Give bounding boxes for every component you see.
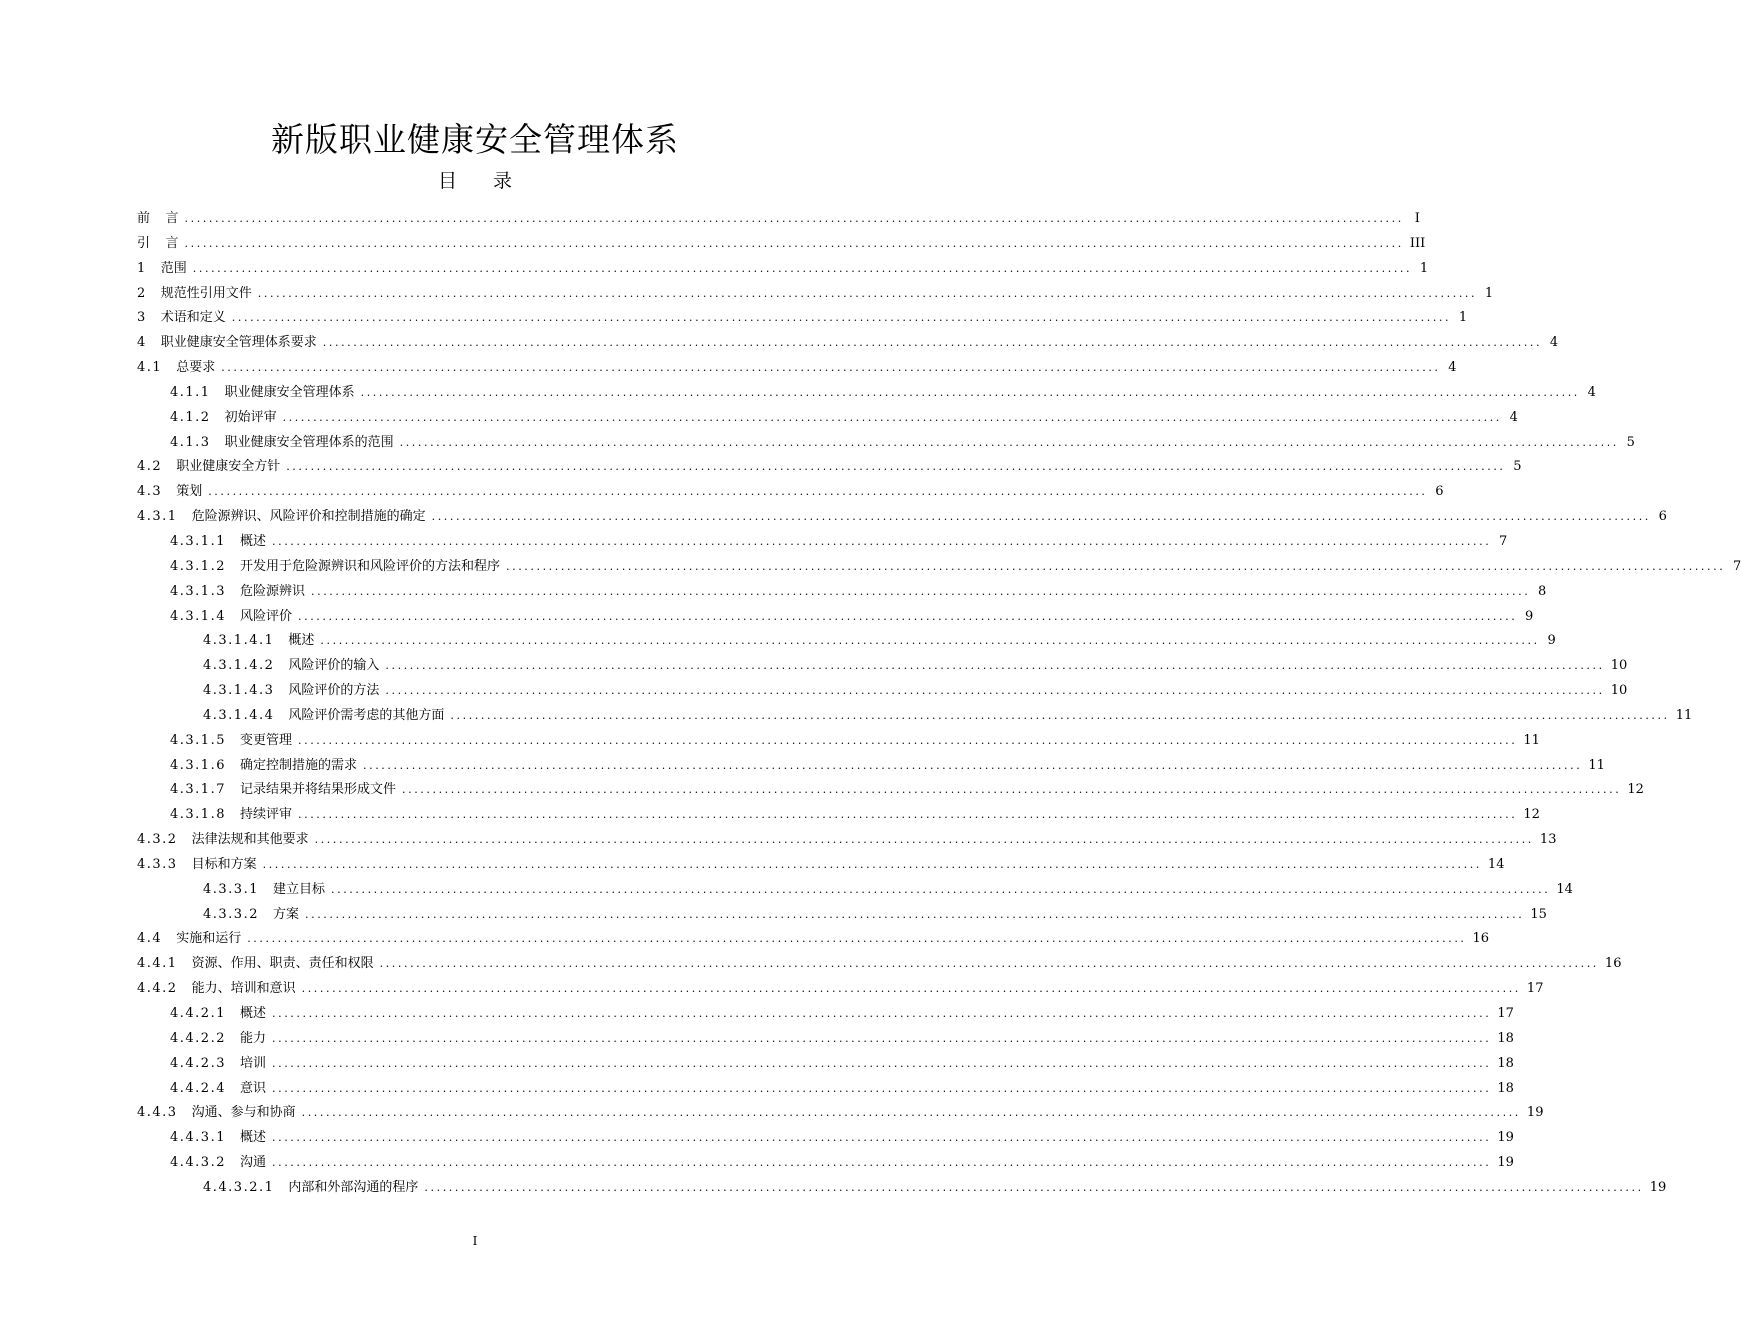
toc-dot-leader: ........................................................................................................................................................................................................ — [305, 907, 1525, 921]
toc-entry-label: 变更管理 — [239, 732, 292, 748]
toc-entry-label: 风险评价的方法 — [288, 683, 380, 699]
toc-entry[interactable] — [137, 977, 1544, 1002]
toc-heading — [0, 166, 950, 193]
toc-entry-page: 1 — [1484, 285, 1494, 301]
toc-dot-leader: ........................................................................................................................................................................................................ — [322, 336, 1543, 350]
toc-entry-number: 4.3.1.4.3 — [203, 683, 275, 699]
toc-entry[interactable] — [137, 331, 1559, 356]
toc-entry-number: 4.3.1.8 — [170, 807, 226, 823]
toc-dot-leader: ........................................................................................................................................................................................................ — [184, 236, 1404, 250]
toc-entry-page: 1 — [1419, 260, 1429, 276]
toc-entry-page: 13 — [1539, 832, 1557, 848]
toc-entry-label: 术语和定义 — [160, 310, 226, 326]
toc-entry[interactable] — [137, 878, 1573, 903]
toc-entry-page: 7 — [1733, 558, 1741, 574]
toc-entry-page: 4 — [1448, 360, 1457, 376]
table-of-contents — [137, 207, 1741, 1201]
toc-entry-number: 4.3.3.1 — [203, 881, 259, 897]
toc-entry[interactable] — [137, 1101, 1544, 1126]
toc-entry-number: 4 — [137, 335, 147, 351]
toc-dot-leader: ........................................................................................................................................................................................................ — [402, 783, 1622, 797]
toc-entry-label: 危险源辨识 — [239, 583, 305, 599]
toc-entry-page: 18 — [1497, 1055, 1514, 1071]
toc-entry-page: 14 — [1556, 881, 1573, 897]
toc-entry-number: 4.4.3.1 — [170, 1130, 226, 1146]
toc-dot-leader: ........................................................................................................................................................................................................ — [208, 485, 1428, 499]
toc-entry[interactable] — [137, 406, 1518, 431]
toc-dot-leader: ........................................................................................................................................................................................................ — [272, 1031, 1492, 1045]
toc-dot-leader: ........................................................................................................................................................................................................ — [331, 882, 1551, 896]
toc-entry-label: 法律法规和其他要求 — [191, 832, 309, 848]
toc-dot-leader: ........................................................................................................................................................................................................ — [301, 1106, 1521, 1120]
toc-dot-leader: ........................................................................................................................................................................................................ — [282, 410, 1502, 424]
toc-entry-number: 4.3.1.3 — [170, 583, 226, 599]
toc-dot-leader: ........................................................................................................................................................................................................ — [506, 559, 1726, 573]
toc-dot-leader: ........................................................................................................................................................................................................ — [247, 932, 1467, 946]
toc-entry-page: 11 — [1523, 732, 1540, 748]
toc-entry-label: 职业健康安全管理体系 — [224, 384, 355, 400]
toc-entry-number: 4.3.3.2 — [203, 906, 259, 922]
toc-entry-number: 4.4 — [137, 931, 163, 947]
toc-heading-left: 目 — [437, 170, 457, 192]
toc-entry-label: 风险评价需考虑的其他方面 — [288, 707, 445, 723]
toc-entry-label: 培训 — [239, 1055, 266, 1071]
toc-dot-leader: ........................................................................................................................................................................................................ — [320, 634, 1540, 648]
toc-entry-label: 总要求 — [176, 360, 216, 376]
toc-entry-number: 4.1.1 — [170, 384, 211, 400]
toc-entry-label: 概述 — [288, 633, 315, 649]
toc-entry[interactable] — [137, 828, 1557, 853]
toc-entry[interactable] — [137, 580, 1547, 605]
toc-dot-leader: ........................................................................................................................................................................................................ — [231, 311, 1452, 325]
toc-entry-label: 初始评审 — [224, 409, 277, 425]
toc-entry-number: 前 — [137, 211, 152, 226]
toc-entry[interactable] — [137, 306, 1468, 331]
toc-entry-page: 19 — [1497, 1155, 1514, 1171]
toc-entry-number: 4.3.2 — [137, 832, 178, 848]
toc-entry[interactable] — [137, 778, 1644, 803]
toc-entry-label: 策划 — [176, 484, 203, 500]
toc-entry[interactable] — [137, 232, 1426, 257]
toc-entry-page: 4 — [1549, 335, 1559, 351]
toc-entry-number: 4.4.3.2.1 — [203, 1179, 275, 1195]
toc-entry[interactable] — [137, 381, 1596, 406]
toc-entry-page: 11 — [1588, 757, 1605, 773]
toc-entry-page: 5 — [1513, 459, 1522, 475]
toc-entry-number: 4.3.1.4.1 — [203, 633, 275, 649]
toc-entry-page: 14 — [1487, 856, 1505, 872]
toc-entry[interactable] — [137, 1077, 1514, 1102]
toc-entry-number: 4.1 — [137, 360, 163, 376]
toc-dot-leader: ........................................................................................................................................................................................................ — [301, 982, 1521, 996]
toc-entry-number: 4.3.1.4.4 — [203, 707, 275, 723]
toc-entry-label: 概述 — [239, 1006, 266, 1021]
toc-entry-label: 危险源辨识、风险评价和控制措施的确定 — [191, 509, 426, 525]
toc-entry[interactable] — [137, 903, 1547, 928]
toc-entry-number: 4.3.1 — [137, 509, 178, 525]
toc-entry-page: III — [1409, 235, 1426, 251]
toc-dot-leader: ........................................................................................................................................................................................................ — [257, 286, 1478, 300]
toc-entry-page: 18 — [1497, 1080, 1514, 1096]
toc-entry-page: 19 — [1526, 1105, 1544, 1121]
toc-dot-leader: ........................................................................................................................................................................................................ — [450, 708, 1670, 722]
toc-entry[interactable] — [137, 1002, 1514, 1027]
toc-dot-leader: ........................................................................................................................................................................................................ — [363, 758, 1583, 772]
toc-entry-label: 能力 — [239, 1030, 266, 1046]
toc-entry-number: 4.4.3 — [137, 1105, 178, 1121]
toc-entry[interactable] — [137, 1151, 1514, 1176]
toc-entry[interactable] — [137, 356, 1457, 381]
toc-dot-leader: ........................................................................................................................................................................................................ — [314, 833, 1534, 847]
toc-entry-number: 1 — [137, 260, 147, 276]
toc-entry-number: 4.4.2.3 — [170, 1055, 226, 1071]
toc-entry[interactable] — [137, 1027, 1514, 1052]
toc-entry[interactable] — [137, 480, 1444, 505]
toc-entry-page: 6 — [1658, 509, 1667, 525]
toc-entry-number: 4.4.1 — [137, 956, 178, 972]
toc-entry-number: 引 — [137, 235, 152, 251]
toc-entry-page: 8 — [1538, 583, 1547, 599]
toc-dot-leader: ........................................................................................................................................................................................................ — [272, 1131, 1492, 1145]
toc-dot-leader: ........................................................................................................................................................................................................ — [184, 212, 1404, 225]
toc-entry-page: 5 — [1626, 434, 1635, 450]
toc-dot-leader: ........................................................................................................................................................................................................ — [272, 1081, 1492, 1095]
toc-entry[interactable] — [137, 207, 1420, 232]
toc-entry-page: 4 — [1509, 409, 1518, 425]
toc-entry-page: 11 — [1675, 707, 1693, 723]
toc-entry-page: 9 — [1525, 608, 1534, 624]
toc-entry-page: 17 — [1526, 981, 1544, 997]
toc-dot-leader: ........................................................................................................................................................................................................ — [262, 857, 1482, 871]
toc-entry-label: 资源、作用、职责、责任和权限 — [191, 956, 374, 972]
toc-entry-page: 7 — [1499, 533, 1508, 549]
toc-dot-leader: ........................................................................................................................................................................................................ — [311, 584, 1531, 598]
toc-entry-number: 4.3.1.5 — [170, 732, 226, 748]
toc-dot-leader: ........................................................................................................................................................................................................ — [272, 534, 1492, 548]
toc-entry[interactable] — [137, 1126, 1514, 1151]
toc-entry[interactable] — [137, 555, 1741, 580]
toc-entry-label: 沟通 — [239, 1155, 266, 1171]
toc-dot-leader: ........................................................................................................................................................................................................ — [385, 684, 1605, 698]
toc-dot-leader: ........................................................................................................................................................................................................ — [272, 1156, 1492, 1170]
toc-entry-label: 实施和运行 — [176, 931, 242, 947]
toc-entry-page: 12 — [1627, 782, 1644, 798]
toc-entry[interactable] — [137, 679, 1628, 704]
toc-dot-leader: ........................................................................................................................................................................................................ — [379, 957, 1599, 971]
toc-entry-number: 3 — [137, 310, 147, 326]
toc-dot-leader: ........................................................................................................................................................................................................ — [424, 1180, 1644, 1194]
toc-dot-leader: ........................................................................................................................................................................................................ — [221, 361, 1441, 375]
toc-dot-leader: ........................................................................................................................................................................................................ — [298, 733, 1518, 747]
toc-entry-label: 职业健康安全管理体系的范围 — [224, 434, 394, 450]
toc-dot-leader: ........................................................................................................................................................................................................ — [360, 385, 1580, 399]
toc-entry[interactable] — [137, 754, 1605, 779]
toc-entry[interactable] — [137, 505, 1667, 530]
toc-entry[interactable] — [137, 704, 1693, 729]
toc-entry-number: 4.4.2.4 — [170, 1080, 226, 1096]
toc-entry-number: 4.1.2 — [170, 409, 211, 425]
toc-entry-label: 风险评价的输入 — [288, 658, 380, 674]
toc-entry[interactable] — [137, 530, 1508, 555]
toc-entry-number: 4.4.2.2 — [170, 1030, 226, 1046]
toc-entry-number: 4.3 — [137, 484, 163, 500]
toc-entry-label: 言 — [165, 211, 179, 226]
toc-entry-number: 4.3.1.1 — [170, 533, 226, 549]
toc-entry[interactable] — [137, 629, 1556, 654]
toc-entry[interactable] — [137, 605, 1534, 630]
toc-entry-number: 4.4.2.1 — [170, 1006, 226, 1021]
toc-entry-label: 持续评审 — [239, 807, 292, 823]
toc-entry-page: 18 — [1497, 1030, 1514, 1046]
toc-entry-number: 2 — [137, 285, 147, 301]
toc-entry-label: 沟通、参与和协商 — [191, 1105, 296, 1121]
toc-entry-label: 概述 — [239, 1130, 266, 1146]
toc-dot-leader: ........................................................................................................................................................................................................ — [298, 609, 1518, 623]
toc-entry-label: 方案 — [272, 906, 299, 922]
toc-entry-page: 19 — [1649, 1179, 1667, 1195]
toc-entry-number: 4.1.3 — [170, 434, 211, 450]
toc-entry-label: 记录结果并将结果形成文件 — [239, 782, 396, 798]
toc-entry-label: 目标和方案 — [191, 856, 257, 872]
toc-entry[interactable] — [137, 455, 1522, 480]
toc-entry-number: 4.3.1.4 — [170, 608, 226, 624]
toc-entry-page: 4 — [1587, 384, 1596, 400]
toc-heading-right: 录 — [493, 170, 513, 192]
toc-entry-page: I — [1414, 211, 1420, 226]
toc-entry-page: 10 — [1610, 683, 1628, 699]
toc-entry[interactable] — [137, 282, 1494, 307]
toc-dot-leader: ........................................................................................................................................................................................................ — [192, 261, 1413, 275]
toc-dot-leader: ........................................................................................................................................................................................................ — [385, 659, 1605, 673]
toc-entry[interactable] — [137, 853, 1505, 878]
page-number-footer: I — [472, 1234, 478, 1248]
toc-entry-label: 言 — [165, 235, 179, 251]
toc-entry-number: 4.4.3.2 — [170, 1155, 226, 1171]
toc-entry-label: 范围 — [160, 260, 187, 276]
toc-entry[interactable] — [137, 927, 1490, 952]
toc-dot-leader: ........................................................................................................................................................................................................ — [431, 510, 1651, 524]
toc-dot-leader: ........................................................................................................................................................................................................ — [298, 808, 1518, 822]
toc-entry-number: 4.3.1.2 — [170, 558, 226, 574]
toc-dot-leader: ........................................................................................................................................................................................................ — [272, 1056, 1492, 1070]
toc-entry[interactable] — [137, 1052, 1514, 1077]
toc-entry[interactable] — [137, 729, 1540, 754]
toc-entry-label: 建立目标 — [272, 881, 325, 897]
toc-entry-label: 内部和外部沟通的程序 — [288, 1179, 419, 1195]
toc-entry[interactable] — [137, 952, 1622, 977]
toc-entry[interactable] — [137, 431, 1635, 456]
toc-entry-page: 17 — [1497, 1006, 1514, 1021]
toc-dot-leader: ........................................................................................................................................................................................................ — [399, 435, 1619, 449]
toc-entry-page: 9 — [1547, 633, 1556, 649]
toc-entry-page: 19 — [1497, 1130, 1514, 1146]
toc-entry[interactable] — [137, 803, 1540, 828]
toc-entry-label: 职业健康安全管理体系要求 — [160, 335, 317, 351]
toc-entry-page: 16 — [1604, 956, 1622, 972]
toc-entry-number: 4.3.1.6 — [170, 757, 226, 773]
toc-entry-label: 概述 — [239, 533, 266, 549]
toc-entry[interactable] — [137, 257, 1429, 282]
toc-entry-number: 4.2 — [137, 459, 163, 475]
document-title: 新版职业健康安全管理体系 — [271, 120, 679, 160]
toc-entry-page: 15 — [1530, 906, 1547, 922]
toc-entry-label: 职业健康安全方针 — [176, 459, 281, 475]
toc-entry-page: 1 — [1458, 310, 1468, 326]
toc-dot-leader: ........................................................................................................................................................................................................ — [272, 1007, 1492, 1020]
toc-entry-label: 开发用于危险源辨识和风险评价的方法和程序 — [239, 558, 500, 574]
toc-entry-number: 4.3.1.4.2 — [203, 658, 275, 674]
toc-entry-number: 4.4.2 — [137, 981, 178, 997]
toc-entry-label: 能力、培训和意识 — [191, 981, 296, 997]
toc-entry-number: 4.3.3 — [137, 856, 178, 872]
toc-entry-page: 10 — [1610, 658, 1628, 674]
toc-entry-label: 风险评价 — [239, 608, 292, 624]
toc-entry-page: 6 — [1435, 484, 1444, 500]
toc-entry-page: 12 — [1523, 807, 1540, 823]
toc-entry-page: 16 — [1472, 931, 1490, 947]
toc-entry-label: 确定控制措施的需求 — [239, 757, 357, 773]
toc-entry-label: 意识 — [239, 1080, 266, 1096]
toc-entry-number: 4.3.1.7 — [170, 782, 226, 798]
toc-entry-label: 规范性引用文件 — [160, 285, 252, 301]
toc-entry[interactable] — [137, 1176, 1667, 1201]
toc-dot-leader: ........................................................................................................................................................................................................ — [286, 460, 1506, 474]
toc-entry[interactable] — [137, 654, 1628, 679]
